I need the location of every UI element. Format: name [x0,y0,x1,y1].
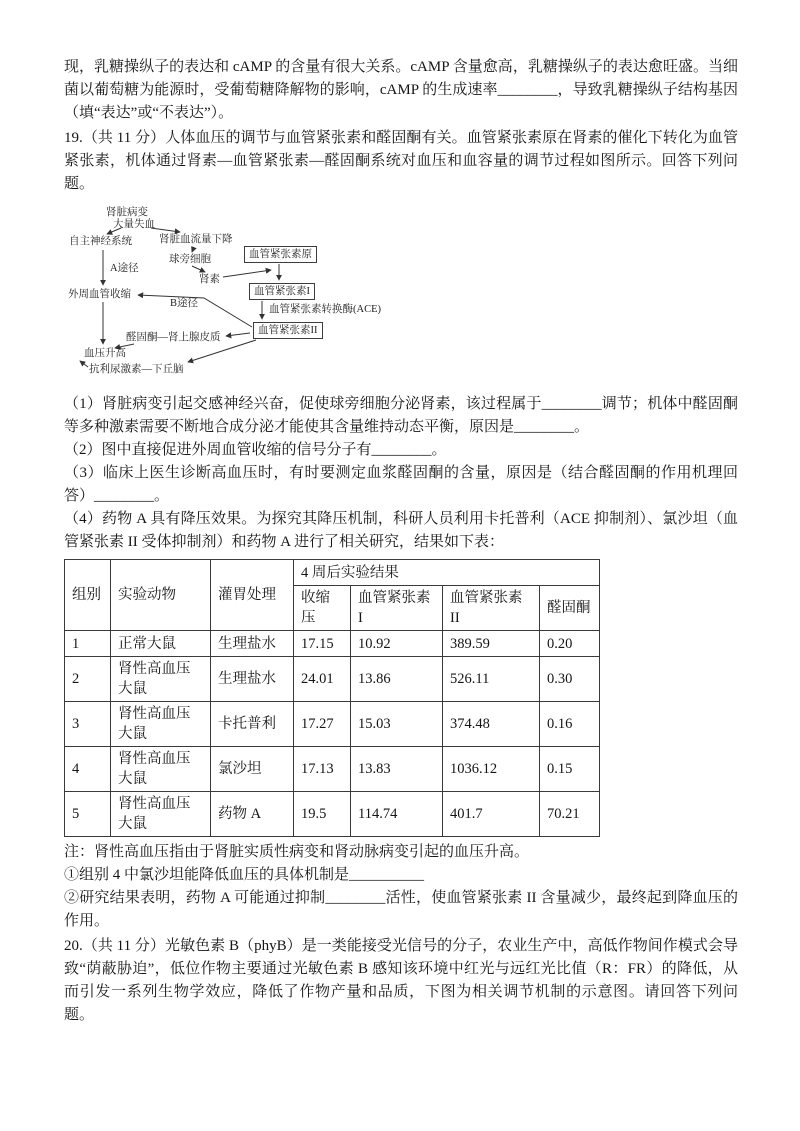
node-massive-blood-loss: 大量失血 [113,219,155,230]
node-peripheral-vasoconstriction: 外周血管收缩 [68,289,131,300]
cell-ang2: 526.11 [443,657,540,702]
cell-ang2: 389.59 [443,631,540,657]
cell-ang2: 374.48 [443,702,540,747]
table-row [65,657,600,702]
cell-ang1: 13.86 [351,657,443,702]
node-kidney-disease: 肾脏病变 [106,207,148,218]
header-result-span: 4 周后实验结果 [294,560,600,586]
table-row [65,747,600,792]
q19-sub3: （3）临床上医生诊断高血压时，有时要测定血浆醛固酮的含量，原因是（结合醛固酮的作用机理回答）________。 [64,465,738,504]
q19-sub4: （4）药物 A 具有降压效果。为探究其降压机制，科研人员利用卡托普利（ACE 抑制剂）、氯沙坦（血管紧张素 II 受体抑制剂）和药物 A 进行了相关研究，结果如下表： [64,511,738,550]
header-angiotensin1: 血管紧张素 I [351,586,443,631]
cell-systolic: 17.15 [294,631,351,657]
cell-animal: 正常大鼠 [111,631,211,657]
cell-ang2: 1036.12 [443,747,540,792]
cell-treatment: 卡托普利 [211,702,294,747]
cell-systolic: 19.5 [294,792,351,837]
cell-systolic: 17.13 [294,747,351,792]
cell-aldosterone: 0.16 [540,702,600,747]
cell-group: 3 [65,702,111,747]
cell-aldosterone: 0.30 [540,657,600,702]
cell-treatment: 生理盐水 [211,657,294,702]
q19-sub2: （2）图中直接促进外周血管收缩的信号分子有________。 [64,442,447,458]
header-animal: 实验动物 [111,560,211,631]
cell-group: 4 [65,747,111,792]
results-table [64,559,600,837]
cell-aldosterone: 70.21 [540,792,600,837]
label-path-a: A途径 [110,263,139,274]
table-row [65,702,600,747]
header-group: 组别 [65,560,111,631]
box-angiotensin-2: 血管紧张素II [253,322,323,339]
table-row [65,792,600,837]
label-path-b: B途径 [170,298,199,309]
node-autonomic-nervous-system: 自主神经系统 [69,236,132,247]
cell-systolic: 24.01 [294,657,351,702]
table-header-row-1 [65,560,600,586]
cell-animal: 肾性高血压大鼠 [111,792,211,837]
cell-ang1: 15.03 [351,702,443,747]
cell-aldosterone: 0.15 [540,747,600,792]
flow-arrows [66,205,626,385]
cell-treatment: 药物 A [211,792,294,837]
table-row [65,631,600,657]
header-treatment: 灌胃处理 [211,560,294,631]
header-systolic: 收缩压 [294,586,351,631]
q19-stem: 19.（共 11 分）人体血压的调节与血管紧张素和醛固酮有关。血管紧张素原在肾素的催化下转化为血管紧张素，机体通过肾素—血管紧张素—醛固酮系统对血压和血容量的调节过程如图所示。回答下列问题。 [64,130,738,192]
cell-systolic: 17.27 [294,702,351,747]
node-renin: 肾素 [199,274,220,285]
header-angiotensin2: 血管紧张素 II [443,586,540,631]
q20-stem: 20.（共 11 分）光敏色素 B（phyB）是一类能接受光信号的分子，农业生产中，高低作物间作模式会导致“荫蔽胁迫”，低位作物主要通过光敏色素 B 感知该环境中红光与远红光比值（R：FR）的降低，从而引发一系列生物学效应，降低了作物产量和品质，下图为相关调节机制的示意图。请回答下列问题。 [64,938,738,1023]
label-ace-enzyme: 血管紧张素转换酶(ACE) [269,304,381,315]
node-juxtaglomerular-cells: 球旁细胞 [169,254,211,265]
cell-ang1: 10.92 [351,631,443,657]
q19-note-2: ②研究结果表明，药物 A 可能通过抑制________活性，使血管紧张素 II 含量减少，最终起到降血压的作用。 [64,890,738,929]
cell-group: 1 [65,631,111,657]
intro-paragraph: 现，乳糖操纵子的表达和 cAMP 的含量有很大关系。cAMP 含量愈高，乳糖操纵子的表达愈旺盛。当细菌以葡萄糖为能源时，受葡萄糖降解物的影响，cAMP 的生成速率________，导致乳糖操纵子结构基因（填“表达”或“不表达”）。 [64,59,738,121]
cell-ang2: 401.7 [443,792,540,837]
cell-animal: 肾性高血压大鼠 [111,747,211,792]
node-adh-hypothalamus: 抗利尿激素—下丘脑 [89,364,184,375]
node-aldosterone-adrenal-cortex: 醛固酮—肾上腺皮质 [126,332,221,343]
cell-group: 5 [65,792,111,837]
cell-group: 2 [65,657,111,702]
cell-animal: 肾性高血压大鼠 [111,657,211,702]
blood-pressure-regulation-diagram [66,205,626,385]
cell-treatment: 生理盐水 [211,631,294,657]
cell-aldosterone: 0.20 [540,631,600,657]
q19-note-1: ①组别 4 中氯沙坦能降低血压的具体机制是__________ [64,867,425,883]
node-blood-pressure-rise: 血压升高 [84,348,126,359]
cell-treatment: 氯沙坦 [211,747,294,792]
node-renal-blood-flow-drop: 肾脏血流量下降 [159,234,233,245]
q19-sub1: （1）肾脏病变引起交感神经兴奋，促使球旁细胞分泌肾素，该过程属于________调节；机体中醛固酮等多种激素需要不断地合成分泌才能使其含量维持动态平衡，原因是________。 [64,396,738,435]
box-angiotensin-1: 血管紧张素I [249,283,315,300]
box-angiotensinogen: 血管紧张素原 [244,246,317,263]
cell-ang1: 13.83 [351,747,443,792]
cell-ang1: 114.74 [351,792,443,837]
cell-animal: 肾性高血压大鼠 [111,702,211,747]
header-aldosterone: 醛固酮 [540,586,600,631]
table-note: 注：肾性高血压指由于肾脏实质性病变和肾动脉病变引起的血压升高。 [64,844,530,860]
